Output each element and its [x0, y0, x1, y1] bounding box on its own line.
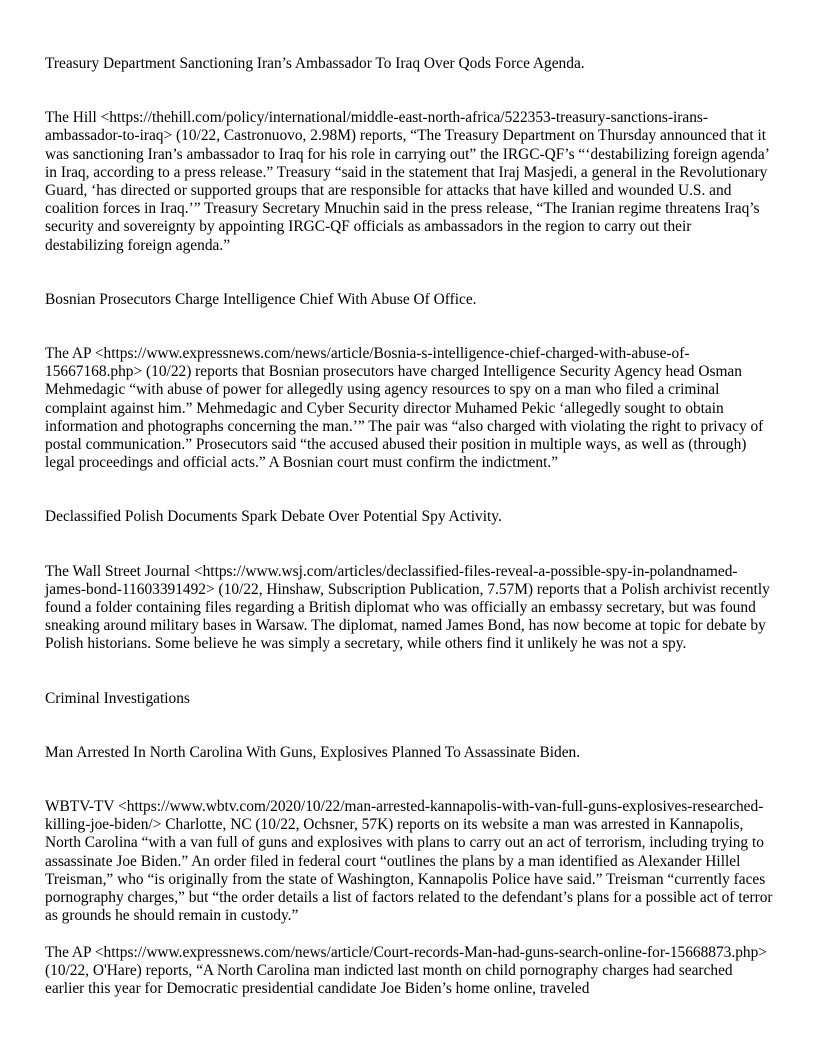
headline-iran-ambassador: Treasury Department Sanctioning Iran’s Ambassador To Iraq Over Qods Force Agenda. — [45, 55, 585, 72]
headline-polish-documents: Declassified Polish Documents Spark Debate Over Potential Spy Activity. — [45, 508, 502, 526]
document-page — [45, 55, 773, 1034]
headline-north-carolina-arrest: Man Arrested In North Carolina With Guns, Explosives Planned To Assassinate Biden. — [45, 743, 581, 761]
article-polish-documents: The Wall Street Journal <https://www.wsj.com/articles/declassified-files-reveal-a-possible-spy-in-polandnamed-james-bond-11603391492> (10/22, Hinshaw, Subscription Publication, 7.57M) reports that a Polish archivist recently found a folder containing files regarding a British diplomat who was officially an embassy secretary, but was found sneaking around military bases in Warsaw. The diplomat, named James Bond, has now become at topic for debate by Polish historians. Some believe he was simply a secretary, while others find it unlikely he was not a spy. — [45, 562, 770, 653]
headline-bosnian-prosecutors: Bosnian Prosecutors Charge Intelligence Chief With Abuse Of Office. — [45, 290, 477, 308]
article-iran-ambassador: The Hill <https://thehill.com/policy/international/middle-east-north-africa/522353-treasury-sanctions-irans-ambassador-to-iraq> (10/22, Castronuovo, 2.98M) reports, “The Treasury Department on Thursday announced that it was sanctioning Iran’s ambassador to Iraq for his role in carrying out” the IRGC-QF’s “‘destabilizing foreign agenda’ in Iraq, according to a press release.” Treasury “said in the statement that Iraj Masjedi, a general in the Revolutionary Guard, ‘has directed or supported groups that are responsible for attacks that have killed and wounded U.S. and coalition forces in Iraq.’” Treasury Secretary Mnuchin said in the press release, “The Iranian regime threatens Iraq’s security and sovereignty by appointing IRGC-QF officials as ambassadors in the region to carry out their destabilizing foreign agenda.” — [45, 109, 769, 254]
section-criminal-investigations: Criminal Investigations — [45, 689, 190, 707]
article-ap-report: The AP <https://www.expressnews.com/news/article/Court-records-Man-had-guns-search-online-for-15668873.php> (10/22, O'Hare) reports, “A North Carolina man indicted last month on child pornography charges had searched earlier this year for Democratic presidential candidate Joe Biden’s home online, traveled — [45, 943, 767, 997]
article-wbtv-report: WBTV-TV <https://www.wbtv.com/2020/10/22/man-arrested-kannapolis-with-van-full-guns-explosives-researched-killing-joe-biden/> Charlotte, NC (10/22, Ochsner, 57K) reports on its website a man was arrested in Kannapolis, North Carolina “with a van full of guns and explosives with plans to carry out an act of terrorism, including trying to assassinate Joe Biden.” An order filed in federal court “outlines the plans by a man identified as Alexander Hillel Treisman,” who “is originally from the state of Washington, Kannapolis Police have said.” Treisman “currently faces pornography charges,” but “the order details a list of factors related to the defendant’s plans for a possible act of terror as grounds he should remain in custody.” — [45, 798, 773, 925]
article-bosnian-prosecutors: The AP <https://www.expressnews.com/news/article/Bosnia-s-intelligence-chief-charged-with-abuse-of-15667168.php> (10/22) reports that Bosnian prosecutors have charged Intelligence Security Agency head Osman Mehmedagic “with abuse of power for allegedly using agency resources to spy on a man who filed a criminal complaint against him.” Mehmedagic and Cyber Security director Muhamed Pekic ‘allegedly sought to obtain information and photographs concerning the man.’” The pair was “also charged with violating the right to privacy of postal communication.” Prosecutors said “the accused abused their position in multiple ways, as well as (through) legal proceedings and official acts.” A Bosnian court must confirm the indictment.” — [45, 345, 764, 472]
